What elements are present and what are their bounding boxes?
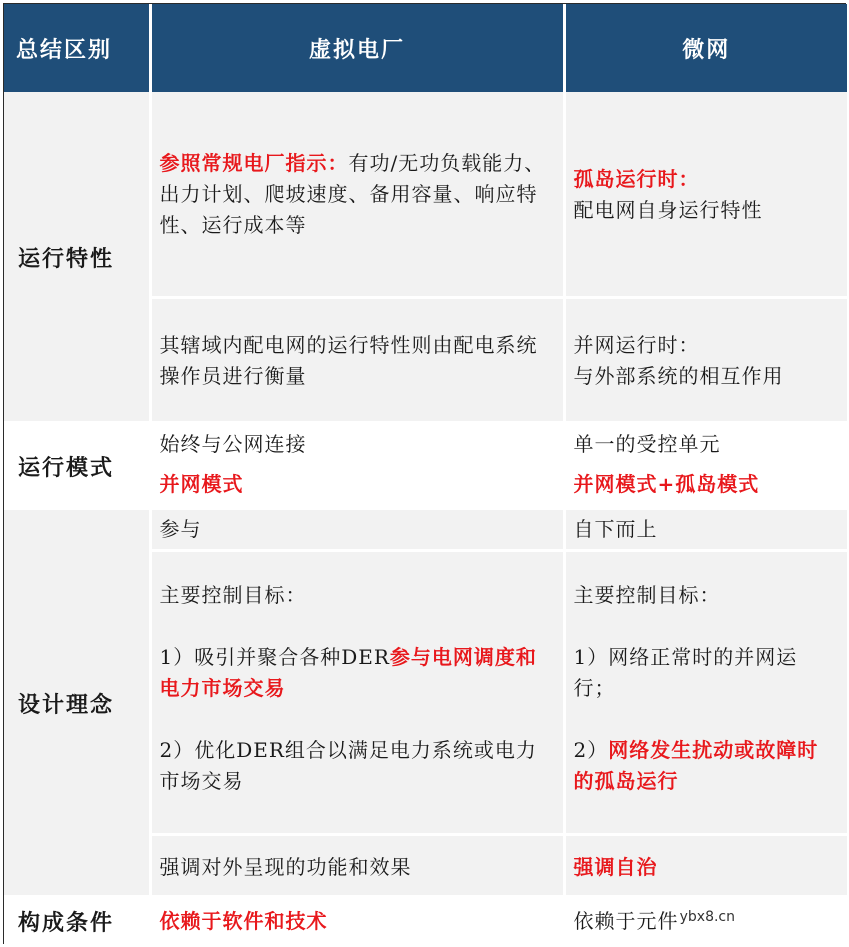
table-header-row (4, 4, 847, 92)
vpp-control-goal-2: 2）优化DER组合以满足电力系统或电力市场交易 (159, 737, 537, 793)
cell-vpp-design-c: 强调对外呈现的功能和效果 (150, 834, 564, 896)
row-label-composition: 构成条件 (4, 896, 150, 945)
row-label-operation: 运行特性 (4, 92, 150, 422)
row-label-design: 设计理念 (4, 508, 150, 896)
cell-vpp-operation-b: 其辖域内配电网的运行特性则由配电系统操作员进行衡量 (150, 297, 564, 422)
cell-vpp-design-a: 参与 (150, 508, 564, 550)
mg-design-red-text: 强调自治 (573, 854, 658, 879)
vpp-control-goal-title: 主要控制目标： (159, 582, 307, 607)
vpp-composition-red-text: 依赖于软件和技术 (159, 908, 328, 933)
mg-goal-2-prefix: 2） (573, 737, 609, 762)
cell-mg-composition: 依赖于元件 (564, 896, 847, 945)
vpp-operation-red-text: 参照常规电厂指示： (159, 151, 349, 175)
table-row-mode (4, 422, 847, 508)
cell-mg-operation-b (564, 297, 847, 422)
cell-mg-mode (564, 422, 847, 508)
table-row-design-a (4, 508, 847, 550)
watermark-text: ybx8.cn (679, 909, 735, 925)
mg-mode-red-text: 并网模式+孤岛模式 (573, 471, 760, 496)
cell-vpp-operation-a (150, 92, 564, 297)
vpp-operation-text: 有功/无功负载能力、出力计划、爬坡速度、备用容量、响应特性、运行成本等 (159, 151, 546, 237)
header-virtual-power-plant: 虚拟电厂 (150, 4, 564, 92)
table-row-operation-a (4, 92, 847, 297)
vpp-goal-1-text: 1）吸引并聚合各种DER (159, 644, 390, 669)
vpp-mode-text: 始终与公网连接 (159, 431, 307, 456)
cell-mg-design-c (564, 834, 847, 896)
cell-vpp-design-b (150, 550, 564, 834)
header-summary: 总结区别 (4, 4, 150, 92)
cell-mg-operation-a (564, 92, 847, 297)
header-microgrid: 微网 (564, 4, 847, 92)
vpp-control-goal-1 (160, 642, 555, 704)
mg-mode-text: 单一的受控单元 (573, 431, 721, 456)
mg-goal-2-red-text: 网络发生扰动或故障时的孤岛运行 (573, 737, 819, 793)
mg-operation-red-text: 孤岛运行时： (573, 167, 700, 191)
cell-vpp-mode (150, 422, 564, 508)
mg-control-goal-title: 主要控制目标： (573, 582, 721, 607)
mg-grid-connected-title: 并网运行时： (573, 332, 700, 357)
cell-vpp-composition (150, 896, 564, 945)
row-label-mode: 运行模式 (4, 422, 150, 508)
vpp-goal-1-red-text: 参与电网调度和电力市场交易 (159, 644, 537, 700)
comparison-table (4, 4, 847, 947)
mg-grid-connected-text: 与外部系统的相互作用 (573, 363, 784, 388)
comparison-table-frame (3, 3, 846, 944)
mg-operation-text: 配电网自身运行特性 (573, 198, 763, 222)
cell-mg-design-a: 自下而上 (564, 508, 847, 550)
mg-control-goal-2 (574, 735, 840, 797)
cell-mg-design-b (564, 550, 847, 834)
mg-control-goal-1: 1）网络正常时的并网运行； (573, 644, 798, 700)
vpp-mode-red-text: 并网模式 (159, 471, 244, 496)
